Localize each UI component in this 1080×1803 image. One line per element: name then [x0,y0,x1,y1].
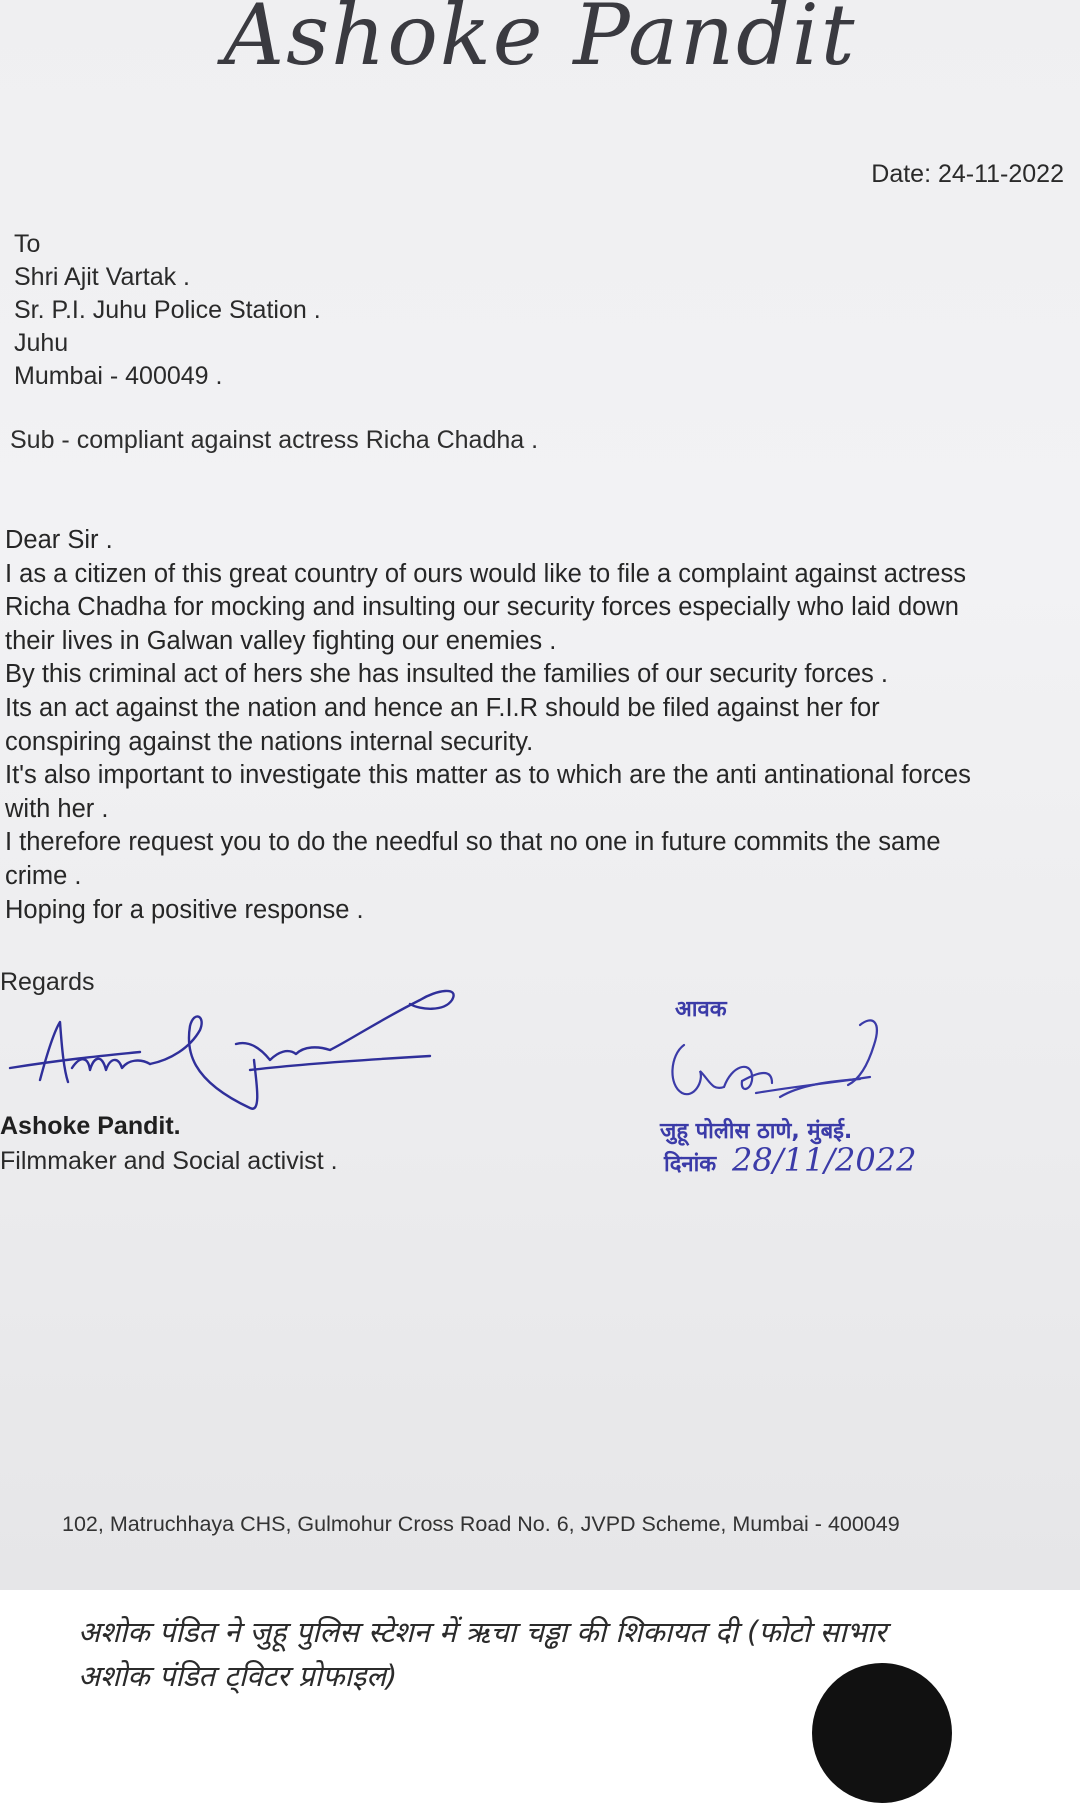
body-line: with her . [5,794,109,823]
letter-date: Date: 24-11-2022 [871,160,1064,188]
floating-button[interactable] [812,1663,952,1803]
signer-name: Ashoke Pandit. [0,1112,181,1140]
body-line: I as a citizen of this great country of ours would like to file a complaint against actress [5,559,966,588]
recipient-line: Sr. P.I. Juhu Police Station . [14,296,321,324]
letter-closing: Regards [0,968,95,996]
recipient-line: Mumbai - 400049 . [14,362,223,390]
recipient-line: To [14,230,41,258]
body-line: crime . [5,861,82,890]
recipient-line: Juhu [14,329,69,357]
letter-body [5,524,1075,927]
body-line: their lives in Galwan valley fighting our enemies . [5,626,557,655]
body-line: I therefore request you to do the needful so that no one in future commits the same [5,828,941,857]
recipient-address [14,228,321,393]
signer-title: Filmmaker and Social activist . [0,1147,338,1175]
body-line: It's also important to investigate this matter as to which are the anti antinational forces [5,761,971,790]
body-line: Richa Chadha for mocking and insulting our security forces especially who laid down [5,593,959,622]
caption-line: अशोक पंडित ट्विटर प्रोफाइल) [78,1659,398,1693]
body-line: By this criminal act of hers she has insulted the families of our security forces . [5,660,888,689]
body-line: Hoping for a positive response . [5,895,364,924]
body-line: Dear Sir . [5,526,113,554]
stamp-line: जुहू पोलीस ठाणे, मुंबई. [660,1119,853,1144]
police-receipt-stamp [660,985,920,1195]
photo-caption [78,1610,886,1698]
letter-subject: Sub - compliant against actress Richa Chadha . [10,426,539,454]
caption-line: अशोक पंडित ने जुहू पुलिस स्टेशन में ऋचा चड्ढा की शिकायत दी (फोटो साभार [78,1615,887,1649]
signature-scribble [0,960,480,1130]
recipient-line: Shri Ajit Vartak . [14,263,190,291]
stamp-line: दिनांक [664,1152,717,1177]
body-line: conspiring against the nations internal security. [5,727,534,756]
stamp-handwritten-date: 28/11/2022 [732,1141,917,1179]
letterhead-footer-address: 102, Matruchhaya CHS, Gulmohur Cross Road No. 6, JVPD Scheme, Mumbai - 400049 [62,1512,900,1536]
letterhead-name: Ashoke Pandit [223,0,857,84]
body-line: Its an act against the nation and hence an F.I.R should be filed against her for [5,693,880,722]
stamp-line: आवक [675,997,727,1022]
